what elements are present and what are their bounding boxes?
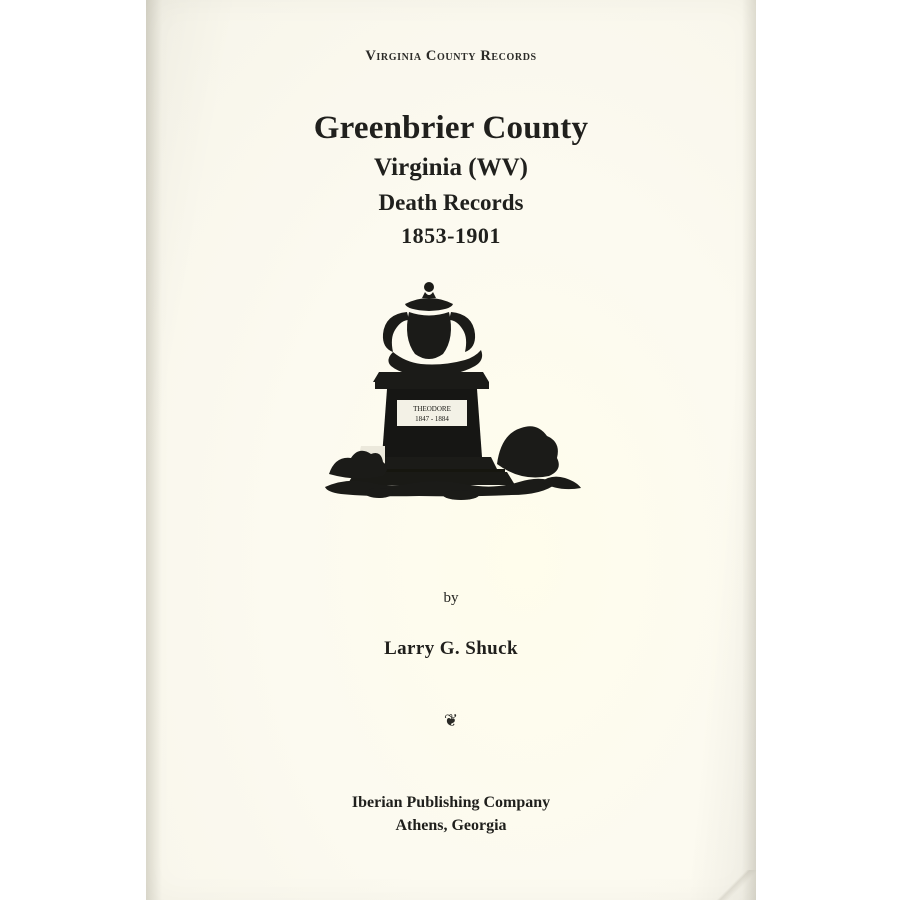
title-record-type: Death Records [378, 189, 524, 215]
title-county: Greenbrier County [313, 110, 589, 146]
monument-inscription-line1: THEODORE [413, 405, 451, 413]
book-cover [146, 0, 756, 900]
corner-crease [714, 870, 756, 900]
publisher-city: Athens, Georgia [395, 817, 507, 835]
author-name: Larry G. Shuck [384, 638, 518, 659]
monument-urn-illustration [146, 268, 756, 513]
title-state: Virginia (WV) [374, 153, 528, 181]
title-block [146, 110, 756, 248]
floral-ornament-icon: ❦ [443, 711, 459, 730]
series-label: Virginia County Records [365, 48, 537, 64]
title-date-range: 1853-1901 [401, 223, 501, 249]
by-label: by [443, 590, 459, 606]
publisher-name: Iberian Publishing Company [351, 794, 551, 811]
publisher-block [146, 791, 756, 837]
monument-inscription-line2: 1847 - 1884 [415, 415, 449, 423]
